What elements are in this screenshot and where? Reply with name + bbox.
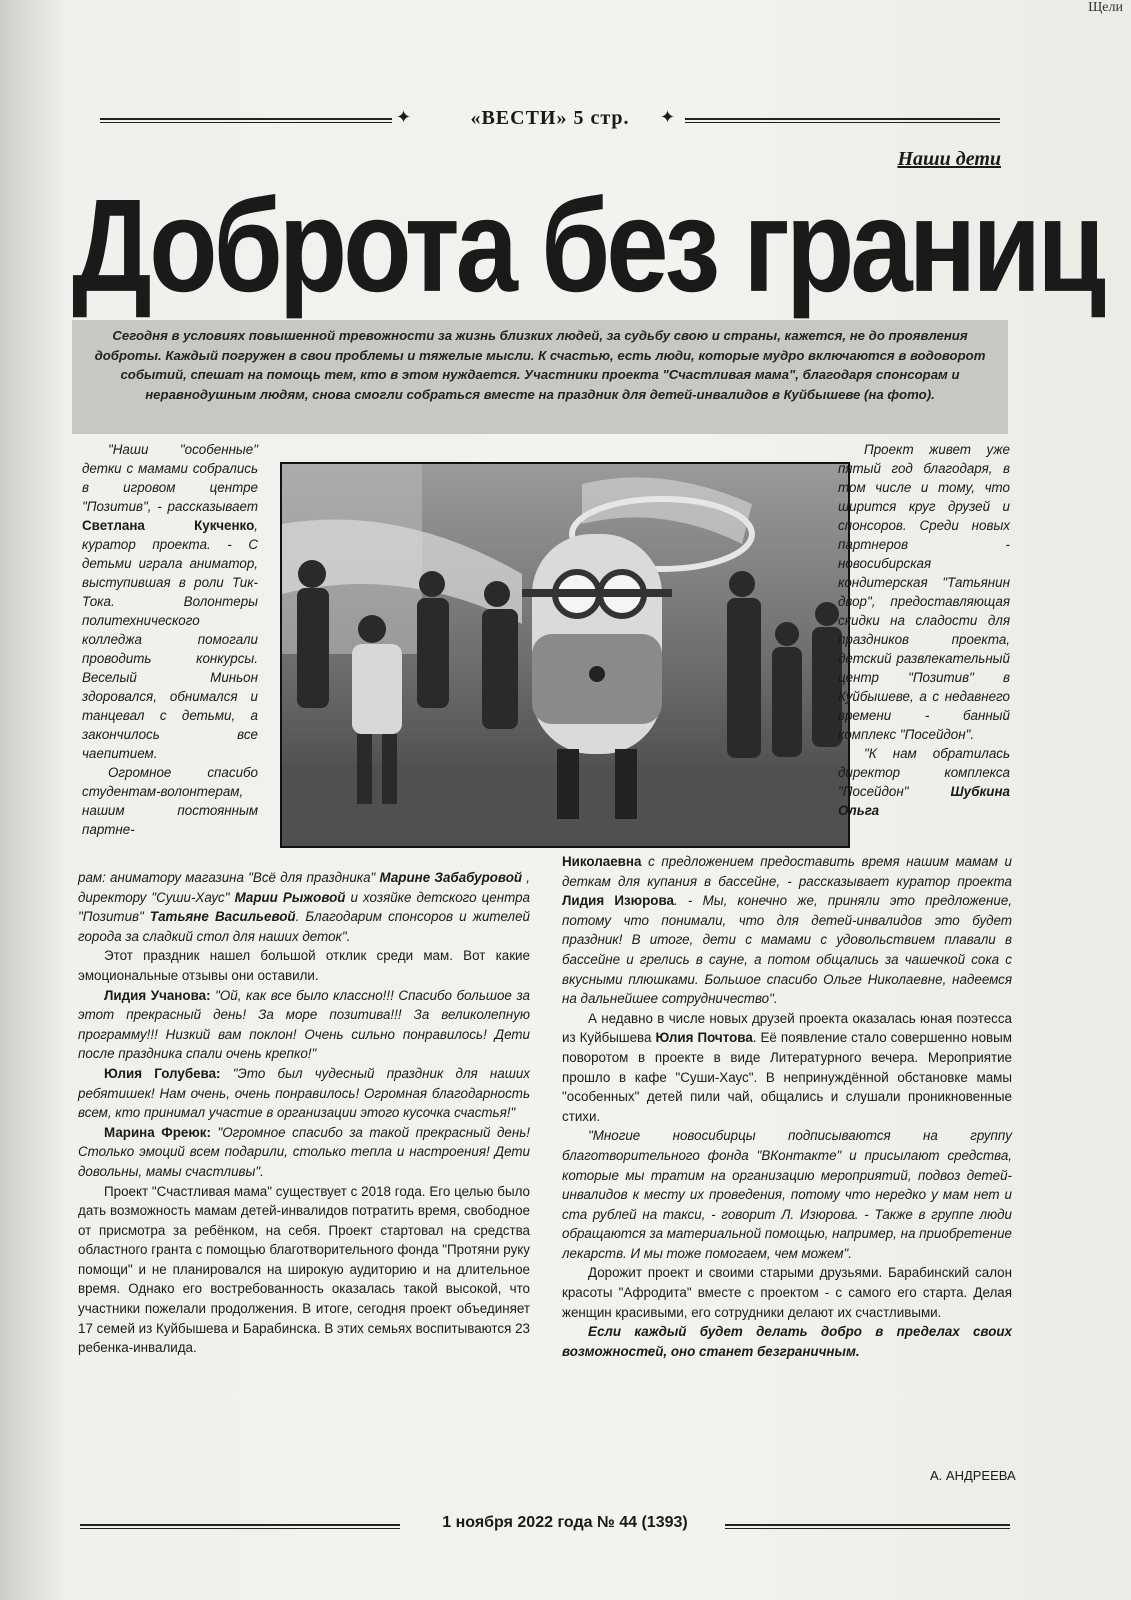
- article-lead: Сегодня в условиях повышенной тревожности за жизнь близких людей, за судьбу свою и страны, кажется, не до проявления доброты. Каждый погружен в свои проблемы и тяжелые мысли. К счастью, есть люди, которые мудро включаются в водоворот событий, спешат на помощь тем, кто в этом нуждается. Участники проекта "Счастливая мама", благодаря спонсорам и неравнодушным людям, снова смогли собраться вместе на праздник для детей-инвалидов в Куйбышеве (на фото).: [72, 320, 1008, 434]
- person-name: Марии Рыжовой: [234, 889, 346, 905]
- person-name: Юлия Почтова: [655, 1030, 753, 1046]
- diamond-icon: ✦: [396, 107, 412, 127]
- rubric-label: Наши дети: [897, 148, 1001, 170]
- person-name: Светлана Кукченко: [82, 518, 255, 533]
- reviewer-name: Марина Фреюк:: [104, 1124, 211, 1140]
- corner-fragment-text: Щели: [1088, 0, 1123, 15]
- reviewer-name: Юлия Голубева:: [104, 1065, 221, 1081]
- header-section-label: «ВЕСТИ» 5 стр.: [470, 107, 630, 129]
- thanks-paragraph: рам: аниматору магазина "Всё для праздника" Марине Забабуровой , директору "Суши-Хаус" Марии Рыжовой и хозяйке детского центра "Позитив" Татьяне Васильевой. Благодарим спонсоров и жителей города за сладкий стол для наших деток".: [78, 870, 531, 944]
- left-column: [82, 440, 258, 839]
- footer-rule-right: [725, 1524, 1010, 1529]
- closing-paragraph: Если каждый будет делать добро в пределах своих возможностей, оно станет безграничным.: [562, 1324, 1012, 1359]
- project-paragraph: Проект "Счастливая мама" существует с 2018 года. Его целью было дать возможность мамам детей-инвалидов потратить время, свободное от присмотра за ребёнком, на себя. Проект стартовал на средства областного гранта с помощью благотворительного фонда "Протяни руку помощи" и не планировался на широкую аудиторию и на длительное время. Однако его востребованность оказалась такой высокой, что участники пожелали продолжения. В итоге, сегодня проект объединяет 17 семей из Куйбышева и Барабинска. В этих семьях воспитываются 23 ребенка-инвалида.: [78, 1183, 530, 1356]
- page-header: [100, 107, 1000, 131]
- page-footer: [80, 1512, 1010, 1538]
- person-name: Николаевна: [562, 854, 642, 869]
- right-paragraph-2: "К нам обратилась директор комплекса "Посейдон" Шубкина Ольга: [838, 746, 1010, 818]
- old-friends-paragraph: Дорожит проект и своими старыми друзьями. Барабинский салон красоты "Афродита" вместе с проектом - с самого его старта. Делая женщин красивыми, его сотрудники делают их счастливыми.: [562, 1265, 1012, 1320]
- reviewer-name: Лидия Учанова:: [104, 987, 211, 1003]
- issue-date: 1 ноября 2022 года № 44 (1393): [442, 1514, 688, 1531]
- article-title: Доброта без границ: [72, 171, 1103, 320]
- donation-paragraph: "Многие новосибирцы подписываются на группу благотворительного фонда "ВКонтакте" и присылают средства, которые мы тратим на организацию мероприятий, подвоз детей-инвалидов к месту их проведения, потому что нередко у мам нет и ста рублей на такси, - говорит Л. Изюрова. - Также в группе люди обращаются за материальной помощью, например, на приобретение лекарств. И мы тоже помогаем, чем можем".: [562, 1128, 1012, 1261]
- review-3: Марина Фреюк: "Огромное спасибо за такой прекрасный день! Столько эмоций всем подарили, столько тепла и настроения! Дети довольны, мамы счастливы".: [78, 1124, 530, 1179]
- right-paragraph-1: Проект живет уже пятый год благодаря, в том числе и тому, что ширится круг друзей и спонсоров. Среди новых партнеров - новосибирская кондитерская "Татьянин двор", предоставляющая скидки на сладости для праздников проекта, детский развлекательный центр "Позитив" в Куйбышеве, а с недавнего времени - банный комплекс "Посейдон".: [838, 442, 1010, 742]
- poet-paragraph: А недавно в числе новых друзей проекта оказалась юная поэтесса из Куйбышева Юлия Почтова. Её появление стало совершенно новым поворотом в проекте в виде Литературного вечера. Мероприятие прошло в кафе "Суши-Хаус". В непринуждённой обстановке мамы "особенных" детей пили чай, общались и слушали проникновенные стихи.: [562, 1010, 1012, 1124]
- person-name: Шубкина Ольга: [838, 784, 1010, 818]
- article-photo: [280, 462, 850, 848]
- footer-rule-left: [80, 1524, 400, 1529]
- left-paragraph-1: "Наши "особенные" детки с мамами собрались в игровом центре "Позитив", - рассказывает Светлана Кукченко, куратор проекта. - С детьми играла аниматор, выступившая в роли Тик-Тока. Волонтеры политехнического колледжа помогали проводить конкурсы. Веселый Миньон здоровался, обнимался и танцевал с детьми, а закончилось все чаепитием.: [82, 442, 258, 761]
- person-name: Татьяне Васильевой: [149, 909, 296, 925]
- person-name: Марине Забабуровой: [379, 870, 523, 885]
- left-paragraph-2: Огромное спасибо студентам-волонтерам, нашим постоянным партне-: [82, 765, 258, 837]
- event-photo-image: [282, 464, 850, 848]
- lower-left-column: [78, 868, 530, 1358]
- review-1: Лидия Учанова: "Ой, как все было классно!!! Спасибо большое за этот прекрасный день! За море позитива!!! За великолепную программу!!! Низкий вам поклон! Очень сильно понравилось! Дети после праздника спали очень крепко!": [78, 987, 530, 1062]
- lower-right-column: [562, 852, 1012, 1361]
- response-paragraph: Этот праздник нашел большой отклик среди мам. Вот какие эмоциональные отзывы они оставили.: [78, 948, 530, 983]
- header-rule-right: [685, 118, 1000, 123]
- person-name: Лидия Изюрова: [562, 893, 674, 909]
- review-2: Юлия Голубева: "Это был чудесный праздник для наших ребятишек! Нам очень, очень понравилось! Огромная благодарность всем, кто принимал участие в организации этого кусочка счастья!": [78, 1065, 530, 1121]
- diamond-icon: ✦: [660, 107, 676, 127]
- poseidon-paragraph: Николаевна с предложением предоставить время нашим мамам и деткам для купания в бассейне, - рассказывает куратор проекта Лидия Изюрова. - Мы, конечно же, приняли это предложение, потому что понимали, что для детей-инвалидов это будет праздник! В итоге, дети с мамами с удовольствием плавали в бассейне и грелись в сауне, а потом общались за чашечкой сока с вкусными плюшками. Большое спасибо Ольге Николаевне, надеемся на дальнейшее сотрудничество".: [562, 854, 1012, 1007]
- author-signature: А. АНДРЕЕВА: [930, 1468, 1016, 1483]
- header-rule-left: [100, 118, 392, 123]
- right-column: [838, 440, 1010, 820]
